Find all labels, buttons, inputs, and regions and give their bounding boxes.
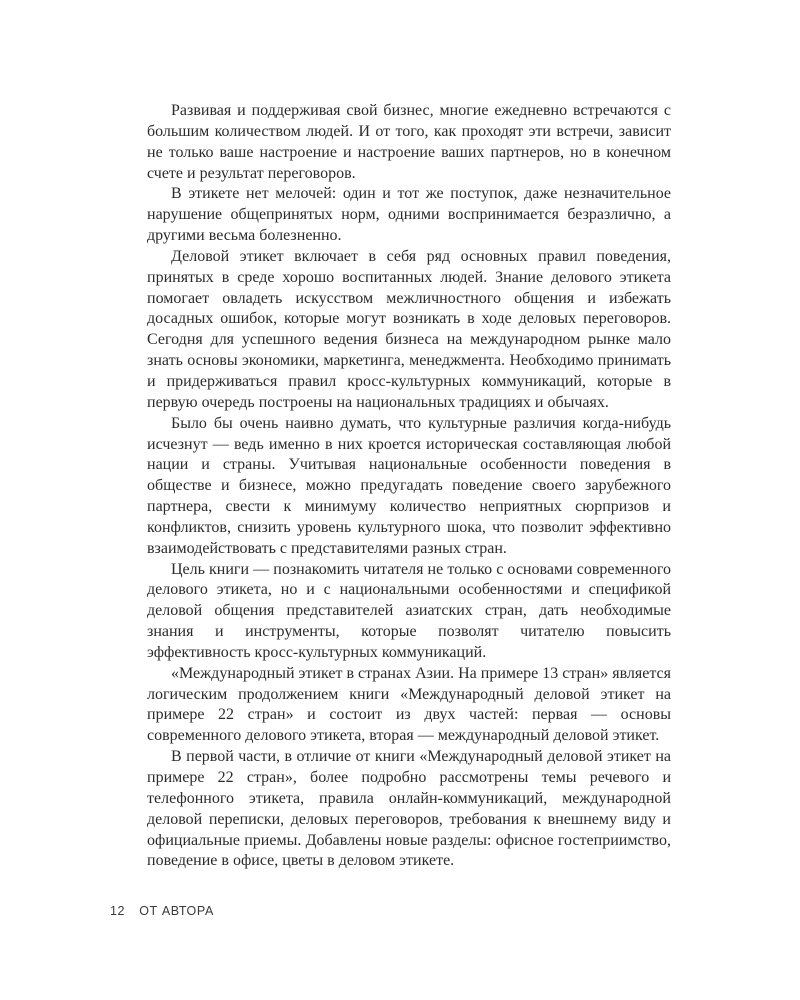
paragraph-5: Цель книги — познакомить читателя не только с основами современного делового этикета, но и с национальными особенностями и спецификой деловой общения представителей азиатских стран, дать необходимые знания и инструменты, которые позволят читателю повысить эффективность кросс-культурных коммуникаций.	[147, 560, 671, 661]
paragraph-4: Было бы очень наивно думать, что культурные различия когда-нибудь исчезнут — ведь именно в них кроется историческая составляющая любой нации и страны. Учитывая национальные особенности поведения в обществе и бизнесе, можно предугадать поведение своего зарубежного партнера, свести к минимуму количество неприятных сюрпризов и конфликтов, снизить уровень культурного шока, что позволит эффективно взаимодействовать с представителями разных стран.	[147, 414, 671, 557]
paragraph-7: В первой части, в отличие от книги «Международный деловой этикет на примере 22 стран», более подробно рассмотрены темы речевого и телефонного этикета, правила онлайн-коммуникаций, международной деловой переписки, деловых переговоров, требования к внешнему виду и официальные приемы. Добавлены новые разделы: офисное гостеприимство, поведение в офисе, цветы в деловом этикете.	[147, 748, 671, 870]
paragraph-1: Развивая и поддерживая свой бизнес, многие ежедневно встречаются с большим количеством людей. И от того, как проходят эти встречи, зависит не только ваше настроение и настроение ваших партнеров, но в конечном счете и результат переговоров.	[147, 102, 671, 182]
page-number: 12	[110, 904, 126, 918]
page-footer	[110, 904, 214, 918]
running-section-title: ОТ АВТОРА	[139, 904, 214, 918]
paragraph-3: Деловой этикет включает в себя ряд основных правил поведения, принятых в среде хорошо воспитанных людей. Знание делового этикета помогает овладеть искусством межличностного общения и избежать досадных ошибок, которые могут возникать в ходе деловых переговоров. Сегодня для успешного ведения бизнеса на международном рынке мало знать основы экономики, маркетинга, менеджмента. Необходимо принимать и придерживаться правил кросс-культурных коммуникаций, которые в первую очередь построены на национальных традициях и обычаях.	[147, 247, 671, 411]
paragraph-2: В этикете нет мелочей: один и тот же поступок, даже незначительное нарушение общепринятых норм, одними воспринимается безразлично, а другими весьма болезненно.	[147, 185, 671, 245]
paragraph-6: «Международный этикет в странах Азии. На примере 13 стран» является логическим продолжением книги «Международный деловой этикет на примере 22 стран» и состоит из двух частей: первая — основы современного делового этикета, вторая — международный деловой этикет.	[147, 664, 671, 745]
body-text	[147, 101, 671, 872]
